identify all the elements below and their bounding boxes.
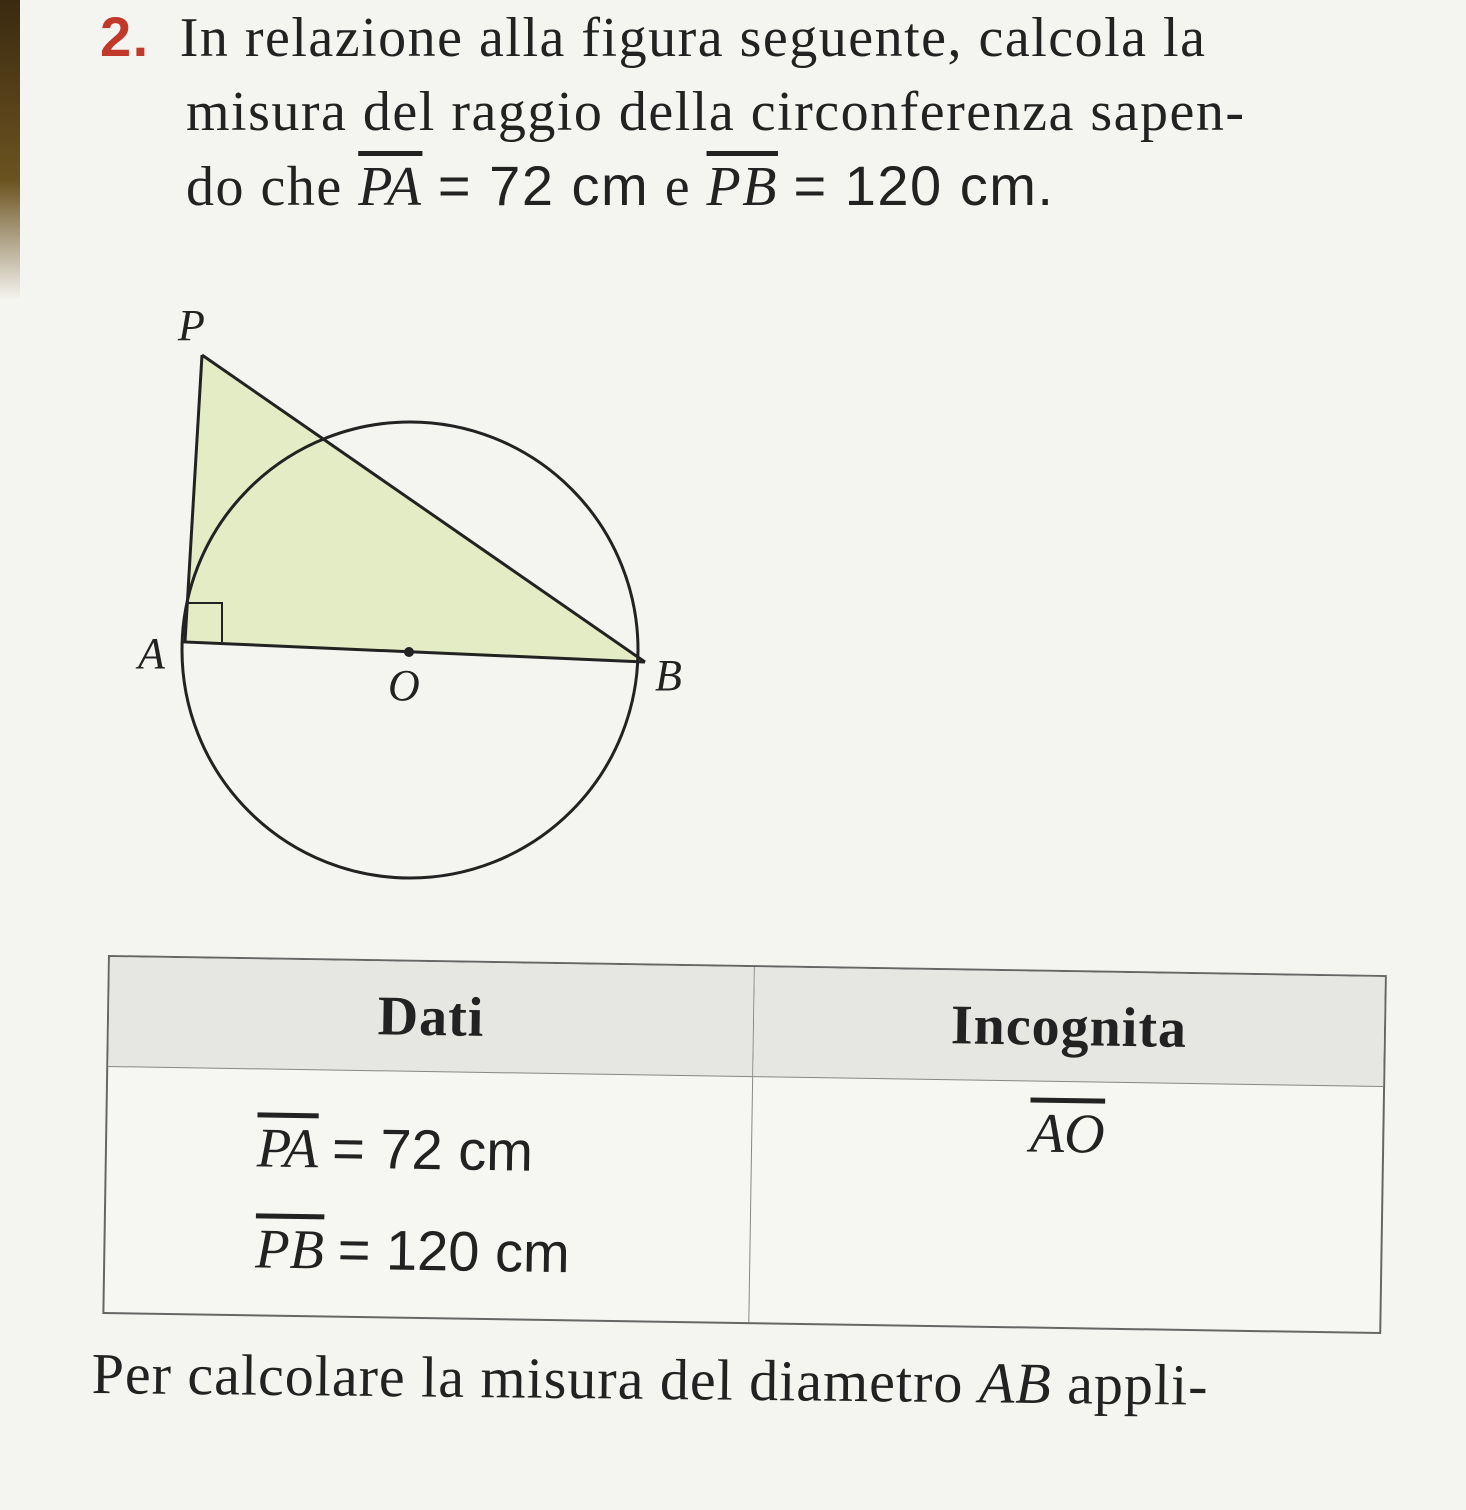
label-a: A <box>138 629 165 678</box>
segment-pa: $\overline{PA}$ <box>358 156 423 218</box>
data-table <box>102 955 1386 1334</box>
dati-cell <box>104 1067 753 1322</box>
pb-value: = 120 cm. <box>793 154 1055 217</box>
dati-pa-symbol: $\overline{PA}$ <box>256 1117 319 1181</box>
dati-pb-symbol: $\overline{PB}$ <box>254 1218 325 1282</box>
problem-line-3-prefix: do che <box>186 156 343 218</box>
incognita-value: $\overline{AO}$ <box>1029 1102 1106 1166</box>
incognita-cell <box>749 1077 1383 1332</box>
label-p: P <box>178 301 205 350</box>
incognita-header: Incognita <box>950 993 1188 1060</box>
footer-segment: AB <box>978 1350 1053 1417</box>
dati-row-pa <box>256 1097 752 1206</box>
segment-pb: $\overline{PB}$ <box>706 156 778 218</box>
dati-header: Dati <box>377 984 485 1049</box>
footer-after: appli- <box>1066 1351 1209 1418</box>
geometry-svg <box>0 280 760 920</box>
problem-line-1-text: In relazione alla figura seguente, calcola la <box>179 7 1207 69</box>
dati-row-pb <box>255 1198 751 1307</box>
pa-value: = 72 cm <box>437 154 650 217</box>
dati-pa-value: = 72 cm <box>331 1116 534 1183</box>
problem-line-3 <box>100 149 1420 224</box>
label-o: O <box>388 661 420 710</box>
problem-line-2: misura del raggio della circonferenza sapen- <box>186 81 1246 143</box>
dati-pb-value: = 120 cm <box>337 1217 571 1285</box>
problem-text <box>100 0 1420 224</box>
problem-number: 2. <box>100 5 150 68</box>
incognita-header-cell <box>753 967 1385 1087</box>
page-edge <box>0 0 20 300</box>
geometry-figure <box>0 280 760 920</box>
center-point <box>404 647 414 657</box>
footer-text <box>91 1340 1209 1419</box>
dati-header-cell <box>108 957 755 1077</box>
problem-line-1 <box>100 0 1420 75</box>
footer-before: Per calcolare la misura del diametro <box>91 1341 964 1416</box>
conjunction: e <box>664 156 692 218</box>
label-b: B <box>655 651 682 700</box>
